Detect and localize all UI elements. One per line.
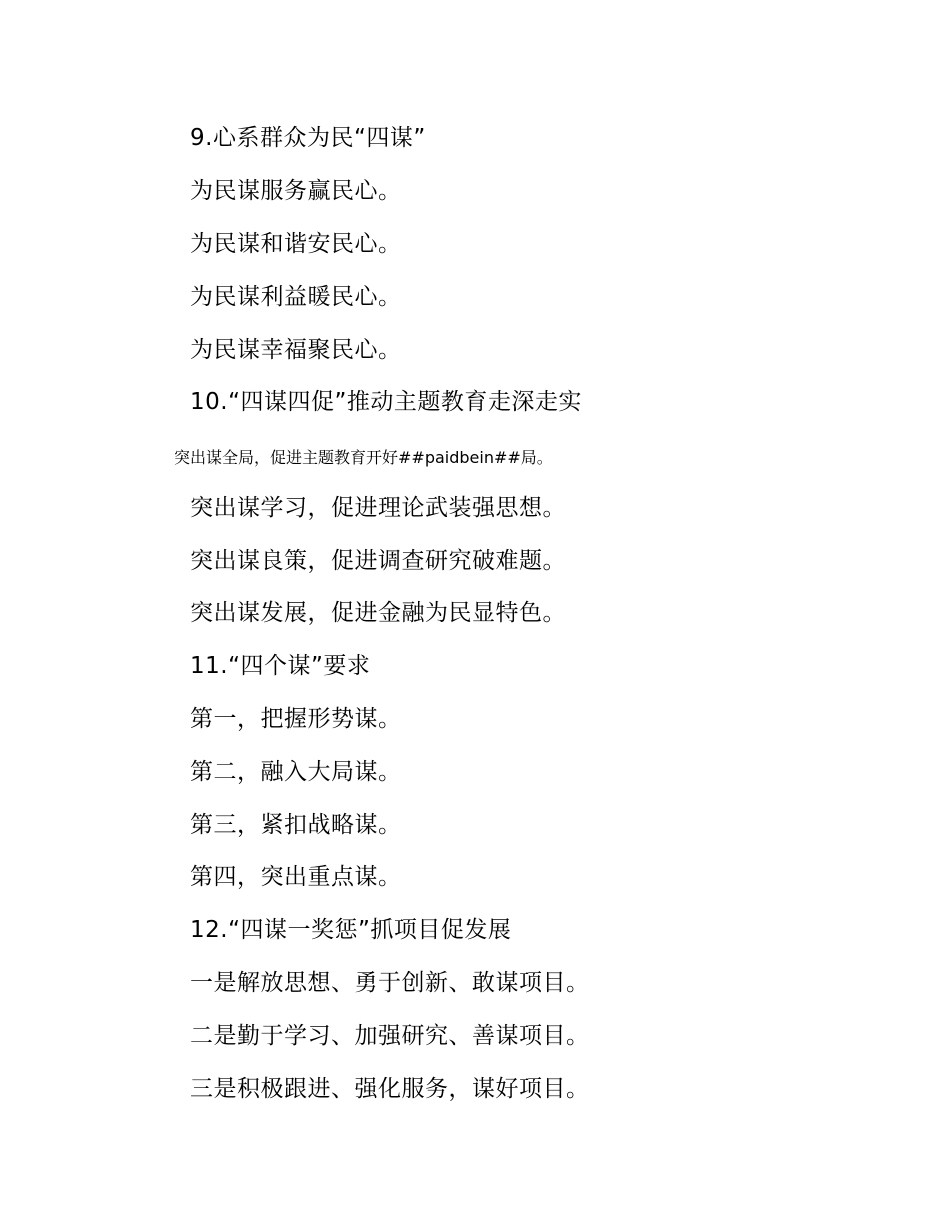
section-heading-10: 10.“四谋四促”推动主题教育走深走实 (190, 389, 582, 415)
text-line: 为民谋利益暖民心。 (190, 284, 402, 310)
text-line: 第三，紧扣战略谋。 (190, 812, 402, 838)
text-line: 为民谋和谐安民心。 (190, 231, 402, 257)
section-heading-11: 11.“四个谋”要求 (190, 653, 371, 679)
text-line: 突出谋发展，促进金融为民显特色。 (190, 600, 566, 626)
text-line: 第一，把握形势谋。 (190, 706, 402, 732)
text-line: 一是解放思想、勇于创新、敢谋项目。 (190, 970, 590, 996)
text-line: 为民谋服务赢民心。 (190, 178, 402, 204)
text-line-small: 突出谋全局，促进主题教育开好##paidbein##局。 (174, 448, 553, 467)
text-line: 突出谋良策，促进调查研究破难题。 (190, 548, 566, 574)
text-line: 为民谋幸福聚民心。 (190, 337, 402, 363)
text-line: 三是积极跟进、强化服务，谋好项目。 (190, 1076, 590, 1102)
text-line: 突出谋学习，促进理论武装强思想。 (190, 495, 566, 521)
text-line: 第四，突出重点谋。 (190, 864, 402, 890)
section-heading-9: 9.心系群众为民“四谋” (190, 125, 426, 151)
text-line: 第二，融入大局谋。 (190, 759, 402, 785)
text-line: 二是勤于学习、加强研究、善谋项目。 (190, 1023, 590, 1049)
section-heading-12: 12.“四谋一奖惩”抓项目促发展 (190, 917, 512, 943)
